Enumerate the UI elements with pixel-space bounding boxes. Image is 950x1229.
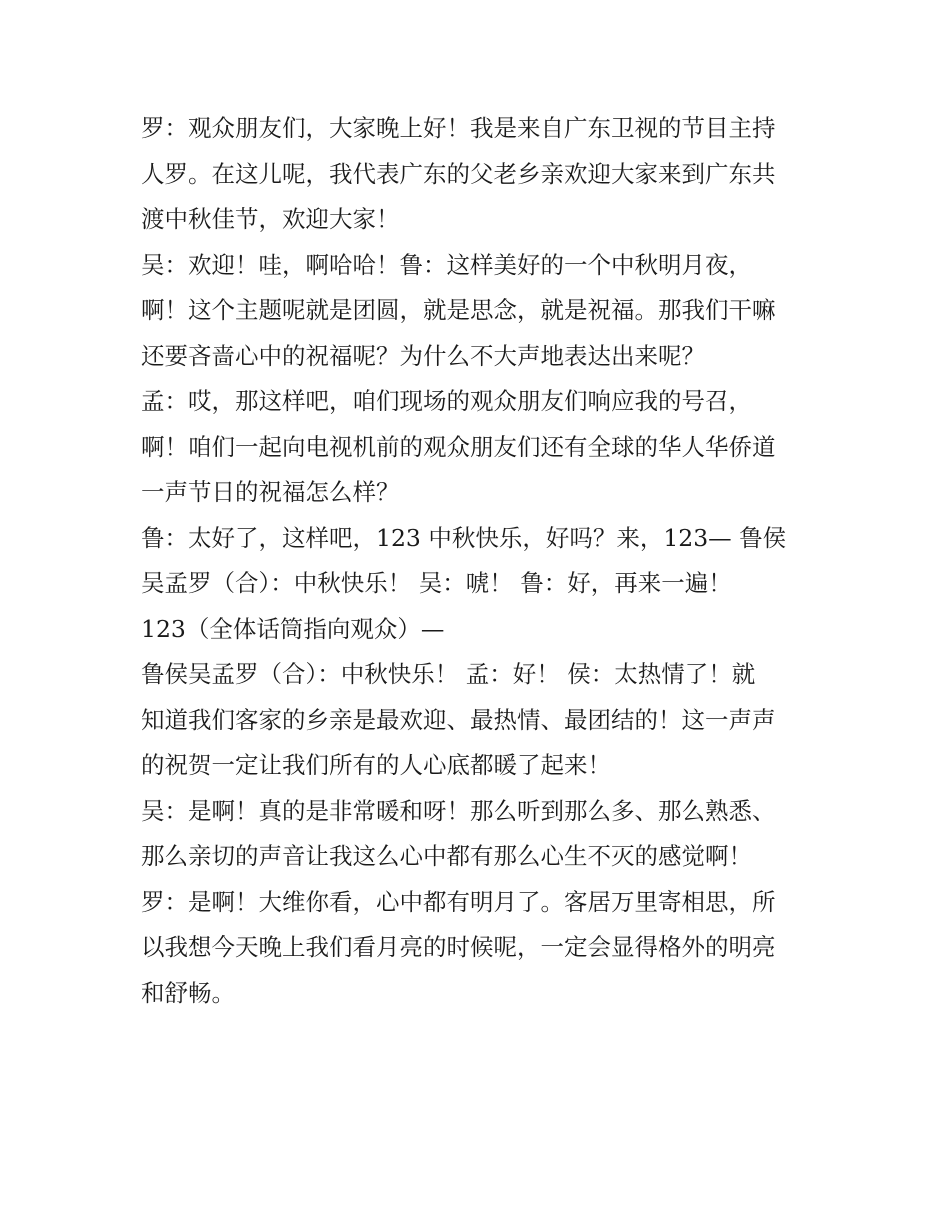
- text-line: 吴：欢迎！哇，啊哈哈！鲁：这样美好的一个中秋明月夜，: [141, 250, 752, 279]
- text-line: 和舒畅。: [141, 978, 235, 1007]
- text-line: 知道我们客家的乡亲是最欢迎、最热情、最团结的！这一声声: [141, 705, 776, 734]
- text-line: 一声节日的祝福怎么样？: [141, 478, 400, 506]
- text-line: 还要吝啬心中的祝福呢？为什么不大声地表达出来呢？: [141, 341, 705, 370]
- text-line: 吴孟罗（合）：中秋快乐！ 吴：唬！ 鲁：好，再来一遍！: [141, 569, 732, 597]
- text-line: 孟：哎，那这样吧，咱们现场的观众朋友们响应我的号召，: [141, 387, 752, 415]
- text-line: 人罗。在这儿呢，我代表广东的父老乡亲欢迎大家来到广东共: [141, 159, 776, 188]
- text-line: 罗：是啊！大维你看，心中都有明月了。客居万里寄相思，所: [141, 887, 776, 916]
- text-line: 以我想今天晚上我们看月亮的时候呢，一定会显得格外的明亮: [141, 933, 776, 961]
- text-line: 渡中秋佳节，欢迎大家！: [141, 205, 400, 233]
- text-line: 鲁：太好了，这样吧，123 中秋快乐，好吗？来，123— 鲁侯: [141, 523, 787, 552]
- text-line: 鲁侯吴孟罗（合）：中秋快乐！ 孟：好！ 侯：太热情了！就: [141, 660, 756, 688]
- text-line: 123（全体话筒指向观众）—: [141, 614, 445, 643]
- transcript-body: [141, 106, 821, 1016]
- text-line: 那么亲切的声音让我这么心中都有那么心生不灭的感觉啊！: [141, 842, 752, 870]
- text-line: 啊！这个主题呢就是团圆，就是思念，就是祝福。那我们干嘛: [141, 296, 776, 324]
- text-line: 的祝贺一定让我们所有的人心底都暖了起来！: [141, 751, 611, 779]
- text-line: 吴：是啊！真的是非常暖和呀！那么听到那么多、那么熟悉、: [141, 796, 776, 825]
- text-line: 罗：观众朋友们，大家晚上好！我是来自广东卫视的节目主持: [141, 114, 776, 142]
- text-line: 啊！咱们一起向电视机前的观众朋友们还有全球的华人华侨道: [141, 432, 776, 461]
